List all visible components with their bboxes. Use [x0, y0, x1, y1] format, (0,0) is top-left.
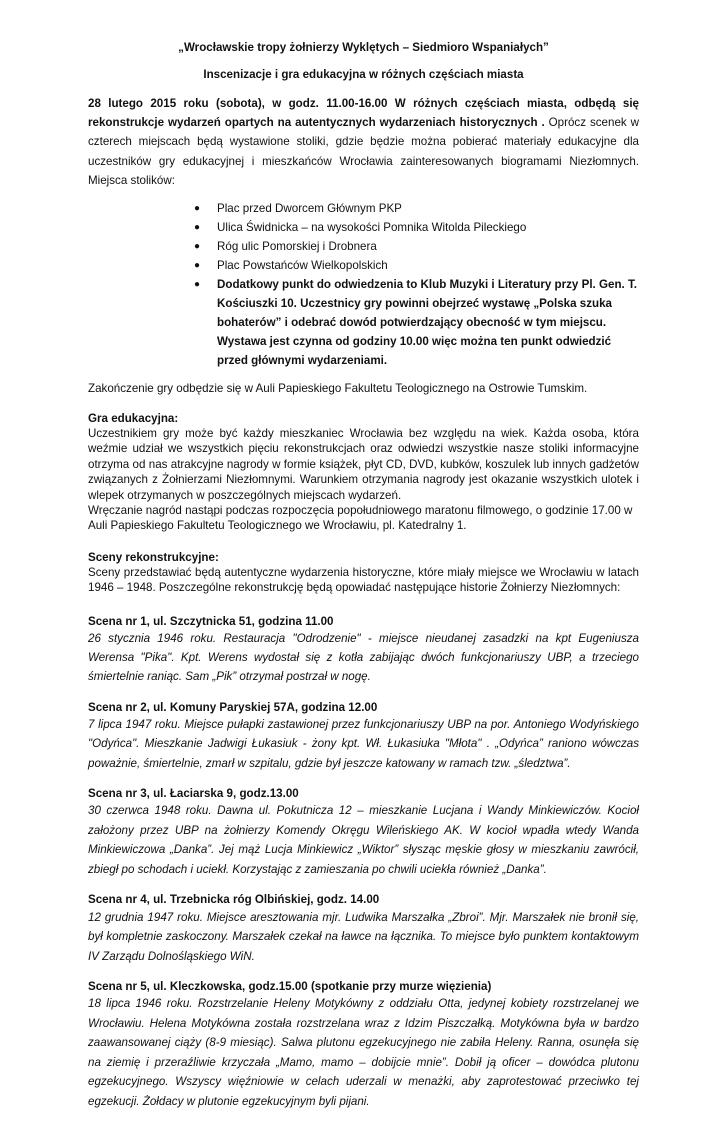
- reconstructions-section: [88, 550, 639, 596]
- reconstructions-heading: Sceny rekonstrukcyjne:: [88, 550, 219, 564]
- scene-text: 30 czerwca 1948 roku. Dawna ul. Pokutnicza 12 – mieszkanie Lucjana i Wandy Minkiewiczów. Kocioł założony przez UBP na żołnierzy Komendy Okręgu Wileńskiego AK. W kocioł wpadła wtedy Wanda Minkiewiczowa „Danka”. Jej mąż Lucja Minkiewicz „Wiktor” słysząc męskie głosy w mieszkaniu zawrócił, zbiegł po schodach i uciekł. Korzystając z zamieszania po chwili uciekła również „Danka”.: [88, 804, 639, 876]
- scene-1: [88, 614, 639, 687]
- scene-heading: Scena nr 3, ul. Łaciarska 9, godz.13.00: [88, 786, 299, 800]
- scene-text: 7 lipca 1947 roku. Miejsce pułapki zastawionej przez funkcjonariuszy UBP na por. Antoniego Wodyńskiego "Odyńca". Mieszkanie Jadwigi Łukasiuk - żony kpt. Wł. Łukasiuka "Młota" . „Odyńca” raniono wówczas poważnie, śmiertelnie, zmarł w szpitalu, gdzie był jeszcze katowany w ramach tzw. „śledztwa”.: [88, 718, 639, 770]
- locations-list: [88, 199, 639, 370]
- scene-heading: Scena nr 5, ul. Kleczkowska, godz.15.00 (spotkanie przy murze więzienia): [88, 980, 492, 994]
- scene-text: 26 stycznia 1946 roku. Restauracja "Odrodzenie" - miejsce nieudanej zasadzki na kpt Eugeniusza Werensa "Pika". Kpt. Werens wydostał się z kotła zabijając dwóch funkcjonariuszy UBP, a trzeciego śmiertelnie raniąc. Sam „Pik” otrzymał postrzał w nogę.: [88, 632, 639, 684]
- scene-3: [88, 786, 639, 879]
- bullet-icon: ●: [194, 241, 201, 253]
- game-paragraph-1: Uczestnikiem gry może być każdy mieszkaniec Wrocławia bez względu na wiek. Każda osoba, która weźmie udział we wszystkich pięciu rekonstrukcjach oraz odwiedzi wszystkie nasze stoliki informacyjne otrzyma od nas atrakcyjne nagrody w formie książek, płyt CD, DVD, kubków, koszulek lub innych gadżetów związanych z Żołnierzami Niezłomnymi. Warunkiem otrzymania nagrody jest okazanie wszystkich ulotek i wlepek otrzymanych w poszczególnych miejscach wydarzeń.: [88, 427, 639, 502]
- bullet-icon: ●: [194, 222, 201, 234]
- list-item: [194, 199, 639, 218]
- reconstructions-text: Sceny przedstawiać będą autentyczne wydarzenia historyczne, które miały miejsce we Wrocławiu w latach 1946 – 1948. Poszczególne rekonstrukcję będą opowiadać następujące historie Żołnierzy Niezłomnych:: [88, 565, 639, 595]
- scene-heading: Scena nr 2, ul. Komuny Paryskiej 57A, godzina 12.00: [88, 700, 378, 714]
- game-section: [88, 411, 639, 534]
- scene-text: 18 lipca 1946 roku. Rozstrzelanie Heleny Motykówny z oddziału Otta, jedynej kobiety rozstrzelanej we Wrocławiu. Helena Motykówna została rozstrzelana wraz z Idzim Piszczałką. Motykówna była w bardzo zaawansowanej ciąży (8-9 miesiąc). Salwa plutonu egzekucyjnego nie zabiła Heleny. Ranna, osunęła się na ziemię i przeraźliwie krzyczała „Mamo, mamo – dobijcie mnie”. Dobił ją oficer – dowódca plutonu egzekucyjnego. Wszyscy więźniowie w celach uderzali w menażki, aby zaprotestować przeciwko tej egzekucji. Żołdacy w plutonie egzekucyjnym byli pijani.: [88, 997, 639, 1108]
- list-item: [194, 237, 639, 256]
- list-item-extra: [194, 275, 639, 370]
- bullet-icon: ●: [194, 260, 201, 272]
- location-text: Ulica Świdnicka – na wysokości Pomnika Witolda Pileckiego: [217, 221, 527, 235]
- bullet-icon: ●: [194, 279, 201, 291]
- document-title: „Wrocławskie tropy żołnierzy Wyklętych – Siedmioro Wspaniałych”: [178, 41, 549, 54]
- scene-text: 12 grudnia 1947 roku. Miejsce aresztowania mjr. Ludwika Marszałka „Zbroi”. Mjr. Marszałek nie bronił się, był kompletnie zaskoczony. Marszałek czekał na ławce na łącznika. To miejsce było punktem kontaktowym IV Zarządu Dolnośląskiego WiN.: [88, 910, 639, 963]
- bullet-icon: ●: [194, 203, 201, 215]
- document-subtitle: Inscenizacje i gra edukacyjna w różnych częściach miasta: [203, 68, 524, 81]
- game-paragraph-2: Wręczanie nagród nastąpi podczas rozpoczęcia popołudniowego maratonu filmowego, o godzinie 17.00 w Auli Papieskiego Fakultetu Teologicznego we Wrocławiu, pl. Katedralny 1.: [88, 504, 633, 533]
- scene-4: [88, 892, 639, 966]
- scene-heading: Scena nr 4, ul. Trzebnicka róg Olbińskiej, godz. 14.00: [88, 893, 380, 907]
- list-item: [194, 256, 639, 275]
- location-text: Róg ulic Pomorskiej i Drobnera: [217, 240, 377, 254]
- location-text: Plac przed Dworcem Głównym PKP: [217, 202, 402, 216]
- intro-text: Oprócz scenek w czterech miejscach będą wystawione stoliki, gdzie będzie można pobierać materiały edukacyjne dla uczestników gry edukacyjnej i mieszkańców Wrocławia zainteresowanych biogramami Niezłomnych. Miejsca stolików:: [88, 116, 639, 187]
- document-page: [88, 38, 639, 1124]
- intro-paragraph: [88, 94, 639, 190]
- intro-bold-text: 28 lutego 2015 roku (sobota), w godz. 11.00-16.00 W różnych częściach miasta, odbędą się rekonstrukcje wydarzeń opartych na autentycznych wydarzeniach historycznych .: [88, 97, 639, 130]
- closing-paragraph: Zakończenie gry odbędzie się w Auli Papieskiego Fakultetu Teologicznego na Ostrowie Tumskim.: [88, 382, 588, 396]
- game-heading: Gra edukacyjna:: [88, 412, 179, 426]
- location-text: Plac Powstańców Wielkopolskich: [217, 259, 388, 273]
- extra-location-text: Dodatkowy punkt do odwiedzenia to Klub Muzyki i Literatury przy Pl. Gen. T. Kościuszki 10. Uczestnicy gry powinni obejrzeć wystawę „Polska szuka bohaterów” i odebrać dowód potwierdzający obecność w tym miejscu. Wystawa jest czynna od godziny 10.00 więc można ten punkt odwiedzić przed głównymi wydarzeniami.: [217, 278, 637, 368]
- list-item: [194, 218, 639, 237]
- scene-5: [88, 979, 639, 1111]
- scene-2: [88, 700, 639, 773]
- scene-heading: Scena nr 1, ul. Szczytnicka 51, godzina 11.00: [88, 614, 334, 628]
